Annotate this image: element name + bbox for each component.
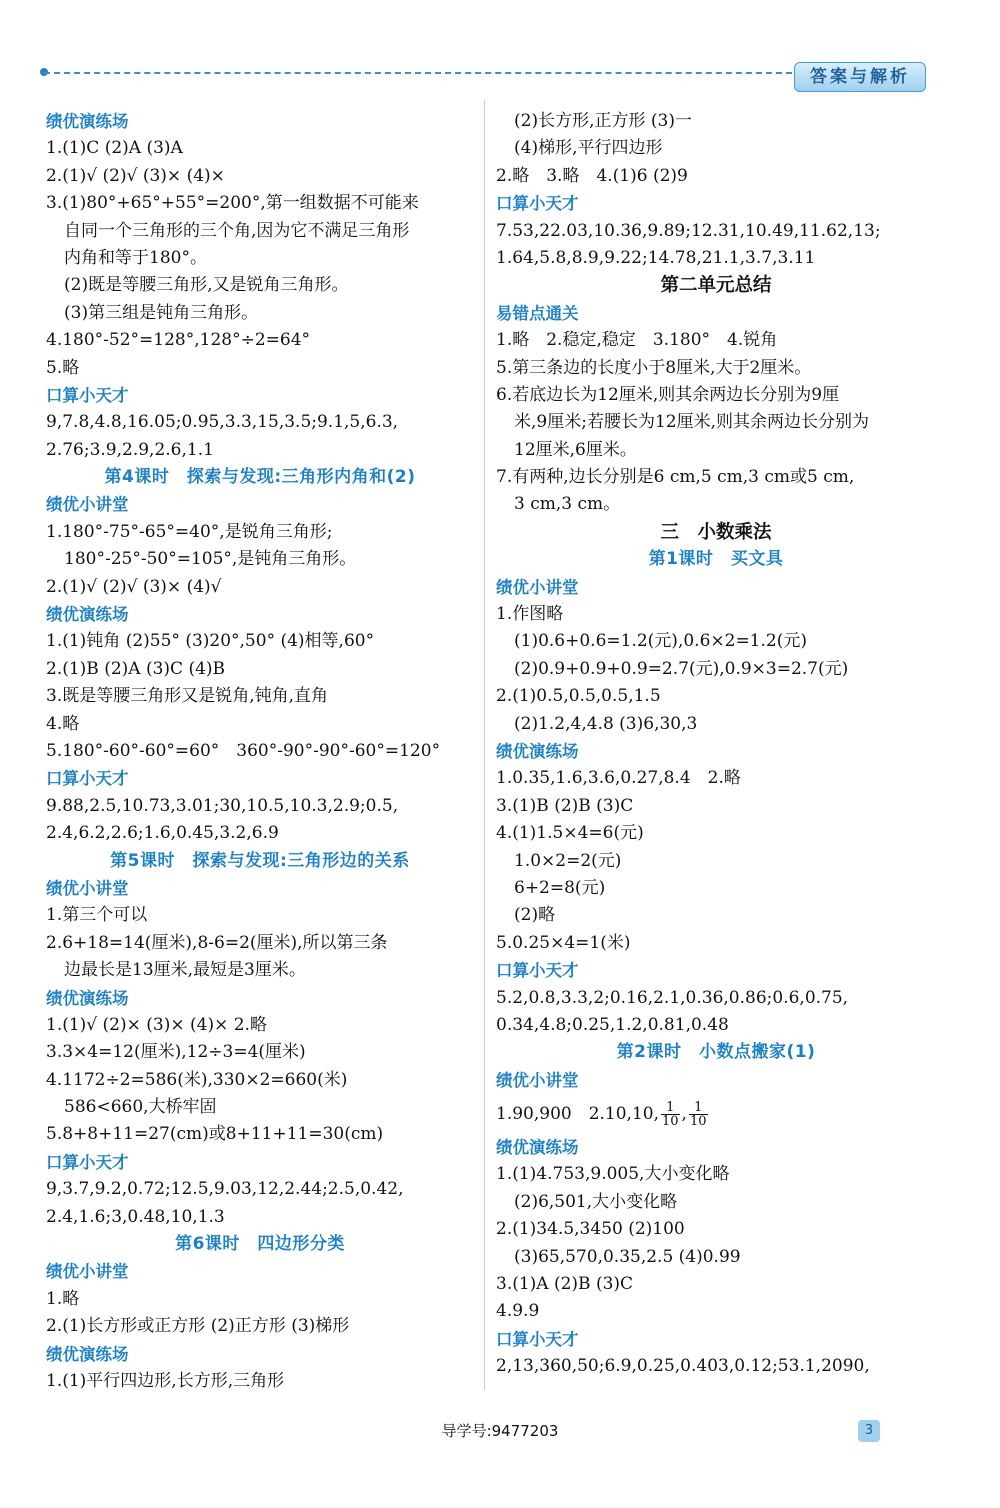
- answer-line: 4.9.9: [496, 1301, 540, 1322]
- lesson-title: 第4课时 探索与发现:三角形内角和(2): [104, 467, 416, 488]
- section-heading: 绩优小讲堂: [496, 577, 579, 597]
- lesson-title: 第6课时 四边形分类: [175, 1234, 345, 1255]
- answer-line: 0.34,4.8;0.25,1.2,0.81,0.48: [496, 1014, 729, 1035]
- answer-line: 5.略: [46, 357, 80, 378]
- unit-title: 第二单元总结: [660, 275, 772, 297]
- left-column: [46, 108, 474, 1395]
- answer-line: (4)梯形,平行四边形: [514, 138, 663, 159]
- answer-line: (2)略: [514, 905, 556, 926]
- answer-line: 1.90,900 2.10,10, $\frac{1}{10}$ , $\frac{1}{10}$: [496, 1100, 707, 1130]
- section-heading: 口算小天才: [46, 385, 129, 405]
- fraction-numerator: 1: [661, 1101, 680, 1115]
- answer-line: 3.既是等腰三角形又是锐角,钝角,直角: [46, 686, 329, 707]
- section-heading: 口算小天才: [496, 961, 579, 981]
- answer-line: (2)1.2,4,4.8 (3)6,30,3: [514, 713, 698, 734]
- answer-line: (2)既是等腰三角形,又是锐角三角形。: [64, 275, 349, 296]
- page-number: 3: [858, 1420, 880, 1442]
- answer-line: 180°-25°-50°=105°,是钝角三角形。: [64, 549, 357, 570]
- answer-line: (1)0.6+0.6=1.2(元),0.6×2=1.2(元): [514, 631, 807, 652]
- answer-line: (3)65,570,0.35,2.5 (4)0.99: [514, 1246, 741, 1267]
- answer-line: (3)第三组是钝角三角形。: [64, 302, 259, 323]
- answer-text: 1.90,900 2.10,10,: [496, 1104, 659, 1125]
- answer-line: 5.第三条边的长度小于8厘米,大于2厘米。: [496, 357, 812, 378]
- answer-line: 5.8+8+11=27(cm)或8+11+11=30(cm): [46, 1124, 384, 1145]
- answer-line: 3 cm,3 cm。: [514, 494, 621, 515]
- answer-line: 2.(1)√ (2)√ (3)× (4)×: [46, 165, 225, 186]
- answer-line: 2.(1)34.5,3450 (2)100: [496, 1219, 685, 1240]
- fraction: [661, 1101, 680, 1128]
- answer-line: 3.(1)80°+65°+55°=200°,第一组数据不可能来: [46, 193, 419, 214]
- column-separator: [484, 100, 485, 1390]
- answer-line: 5.180°-60°-60°=60° 360°-90°-90°-60°=120°: [46, 740, 441, 761]
- answer-line: (2)0.9+0.9+0.9=2.7(元),0.9×3=2.7(元): [514, 658, 849, 679]
- answer-line: 5.0.25×4=1(米): [496, 932, 631, 953]
- answer-line: 1.第三个可以: [46, 905, 148, 926]
- section-heading: 易错点通关: [496, 303, 579, 323]
- answer-line: 2.(1)B (2)A (3)C (4)B: [46, 658, 226, 679]
- answer-line: 边最长是13厘米,最短是3厘米。: [64, 960, 306, 981]
- answer-line: 9.88,2.5,10.73,3.01;30,10.5,10.3,2.9;0.5,: [46, 795, 399, 816]
- answer-line: 1.0.35,1.6,3.6,0.27,8.4 2.略: [496, 768, 741, 789]
- fraction: [689, 1101, 708, 1128]
- section-heading: 绩优演练场: [46, 988, 129, 1008]
- answer-line: 586<660,大桥牢固: [64, 1097, 217, 1118]
- section-heading: 绩优演练场: [496, 741, 579, 761]
- answer-line: 内角和等于180°。: [64, 247, 207, 268]
- section-heading: 绩优小讲堂: [46, 878, 129, 898]
- answer-line: 3.(1)A (2)B (3)C: [496, 1274, 634, 1295]
- answer-line: 7.有两种,边长分别是6 cm,5 cm,3 cm或5 cm,: [496, 467, 855, 488]
- answer-line: 2.4,6.2,2.6;1.6,0.45,3.2,6.9: [46, 823, 279, 844]
- answer-line: 1.略: [46, 1288, 80, 1309]
- answer-line: 1.(1)C (2)A (3)A: [46, 138, 183, 159]
- answer-line: 2.(1)长方形或正方形 (2)正方形 (3)梯形: [46, 1316, 350, 1337]
- section-heading: 口算小天才: [46, 1152, 129, 1172]
- fraction-numerator: 1: [689, 1101, 708, 1115]
- lesson-title: 第2课时 小数点搬家(1): [616, 1042, 816, 1063]
- lesson-title: 第5课时 探索与发现:三角形边的关系: [110, 850, 410, 871]
- section-heading: 绩优小讲堂: [46, 1262, 129, 1282]
- answer-line: 4.略: [46, 713, 80, 734]
- answer-line: 12厘米,6厘米。: [514, 439, 637, 460]
- footer-code: 导学号:9477203: [441, 1422, 559, 1440]
- answer-line: 2,13,360,50;6.9,0.25,0.403,0.12;53.1,2090,: [496, 1356, 870, 1377]
- section-heading: 绩优小讲堂: [496, 1070, 579, 1090]
- answer-line: 2.4,1.6;3,0.48,10,1.3: [46, 1206, 225, 1227]
- answer-line: 2.76;3.9,2.9,2.6,1.1: [46, 439, 214, 460]
- lesson-title: 第1课时 买文具: [648, 549, 784, 570]
- section-heading: 绩优演练场: [46, 1344, 129, 1364]
- answer-line: 4.1172÷2=586(米),330×2=660(米): [46, 1069, 348, 1090]
- answer-line: 2.(1)0.5,0.5,0.5,1.5: [496, 686, 661, 707]
- answer-line: 5.2,0.8,3.3,2;0.16,2.1,0.36,0.86;0.6,0.75,: [496, 987, 849, 1008]
- answer-line: (2)6,501,大小变化略: [514, 1191, 678, 1212]
- answer-line: 9,7.8,4.8,16.05;0.95,3.3,15,3.5;9.1,5,6.3,: [46, 412, 399, 433]
- section-heading: 绩优演练场: [46, 605, 129, 625]
- answer-line: 2.略 3.略 4.(1)6 (2)9: [496, 165, 688, 186]
- answer-line: 2.6+18=14(厘米),8-6=2(厘米),所以第三条: [46, 932, 388, 953]
- section-heading: 绩优小讲堂: [46, 495, 129, 515]
- answer-line: 6.若底边长为12厘米,则其余两边长分别为9厘: [496, 384, 840, 405]
- answer-line: 1.180°-75°-65°=40°,是锐角三角形;: [46, 521, 333, 542]
- answer-line: 7.53,22.03,10.36,9.89;12.31,10.49,11.62,13;: [496, 220, 881, 241]
- section-heading: 绩优演练场: [496, 1138, 579, 1158]
- answer-line: 2.(1)√ (2)√ (3)× (4)√: [46, 576, 222, 597]
- right-column: [496, 108, 936, 1381]
- answer-line: 1.0×2=2(元): [514, 850, 622, 871]
- answer-line: 4.(1)1.5×4=6(元): [496, 823, 644, 844]
- header-tab: 答案与解析: [794, 62, 926, 92]
- header-dashed-rule: [44, 72, 792, 74]
- answer-line: 1.64,5.8,8.9,9.22;14.78,21.1,3.7,3.11: [496, 247, 816, 268]
- answer-line: 1.作图略: [496, 604, 564, 625]
- answer-line: 自同一个三角形的三个角,因为它不满足三角形: [64, 220, 410, 241]
- fraction-denominator: 10: [689, 1114, 707, 1130]
- section-heading: 绩优演练场: [46, 112, 129, 131]
- answer-line: 4.180°-52°=128°,128°÷2=64°: [46, 330, 311, 351]
- section-heading: 口算小天才: [496, 194, 579, 214]
- answer-line: 1.(1)4.753,9.005,大小变化略: [496, 1164, 730, 1185]
- answer-line: 6+2=8(元): [514, 877, 606, 898]
- answer-line: 米,9厘米;若腰长为12厘米,则其余两边长分别为: [514, 412, 869, 433]
- section-heading: 口算小天才: [496, 1329, 579, 1349]
- answer-line: 1.(1)平行四边形,长方形,三角形: [46, 1370, 285, 1391]
- answer-line: 1.(1)√ (2)× (3)× (4)× 2.略: [46, 1014, 267, 1035]
- answer-line: (2)长方形,正方形 (3)一: [514, 111, 692, 131]
- answer-line: 3.(1)B (2)B (3)C: [496, 795, 634, 816]
- answer-line: 1.(1)钝角 (2)55° (3)20°,50° (4)相等,60°: [46, 631, 375, 652]
- answer-line: 9,3.7,9.2,0.72;12.5,9.03,12,2.44;2.5,0.42,: [46, 1179, 404, 1200]
- fraction-denominator: 10: [662, 1114, 679, 1130]
- section-heading: 口算小天才: [46, 769, 129, 789]
- unit-title: 三 小数乘法: [660, 521, 772, 543]
- answer-line: 1.略 2.稳定,稳定 3.180° 4.锐角: [496, 330, 778, 351]
- answer-line: 3.3×4=12(厘米),12÷3=4(厘米): [46, 1042, 306, 1063]
